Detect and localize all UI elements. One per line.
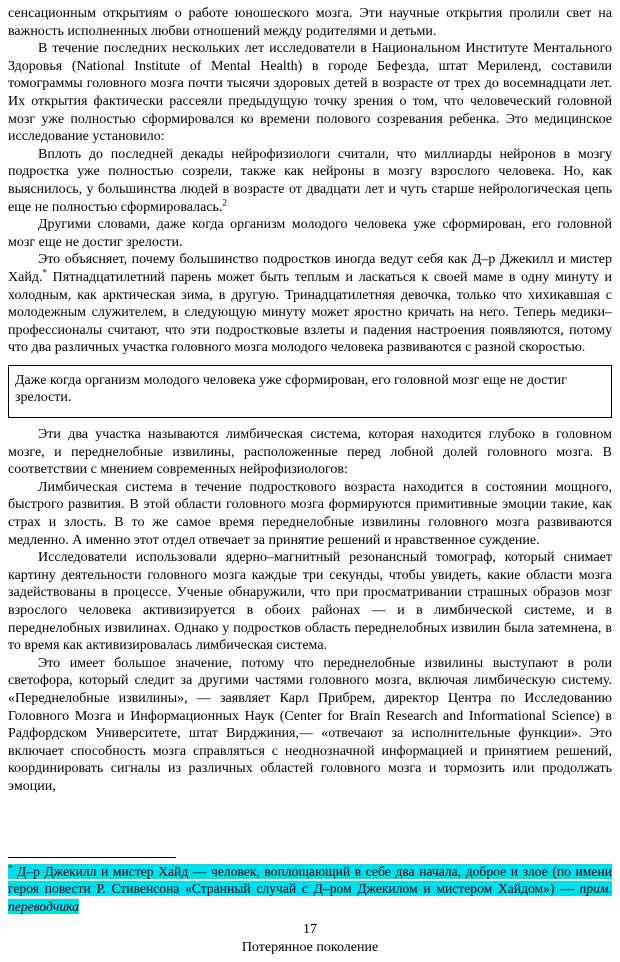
footnote-marker: * (8, 862, 13, 873)
paragraph-text: Вплоть до последней декады нейрофизиологи считали, что миллиарды нейронов в мозгу подростка уже полностью созрели, также как нейроны в мозгу взрослого человека. Но, как выяснилось, у большинства людей в возрасте от двадцати лет и чуть старше нейрологическая цепь еще не полностью сформировалась. (8, 146, 612, 215)
paragraph: Это имеет большое значение, потому что переднелобные извилины выступают в роли светофора, который следит за другими частями головного мозга, включая лимбическую систему. «Переднелобные извилины», — заявляет Карл Прибрем, директор Центра по Исследованию Головного Мозга и Информационных Наук (Center for Brain Research and Informational Science) в Радфордском Университете, штат Вирджиния,— «отвечают за исполнительные функции». Это включает способность мозга справляться с неоднозначной информацией и принятием решений, координировать сигналы из различных областей головного мозга и тормозить или продолжать эмоции, (8, 655, 612, 794)
footnote-block (8, 849, 612, 958)
highlighted-footnote-text (8, 864, 612, 914)
paragraph: Лимбическая система в течение подросткового возраста находится в состоянии мощного, быстрого развития. В этой области головного мозга формируются примитивные эмоции такие, как страх и злость. В то же самое время переднелобные извилины головного мозга развиваются медленно. А именно этот отдел отвечает за принятие решений и нравственное суждение. (8, 479, 612, 548)
paragraph: Другими словами, даже когда организм молодого человека уже сформирован, его головной мозг еще не достиг зрелости. (8, 217, 612, 250)
footnote-text: Д–р Джекилл и мистер Хайд — человек, воплощающий в себе два начала, доброе и злое (по имени героя повести Р. Стивенсона «Странный случай с Д–ром Джекилом и мистером Хайдом») — (8, 863, 612, 897)
paragraph (8, 146, 612, 216)
callout-box (8, 365, 612, 418)
paragraph: В течение последних нескольких лет исследователи в Национальном Институте Ментального Здоровья (National Institute of Mental Health) в городе Бефезда, штат Мериленд, составили томограммы головного мозга почти тысячи здоровых детей в возрасте от трех до восемнадцати лет. Их открытия фактически рассеяли предыдущую точку зрения о том, что человеческий головной мозг уже полностью сформировался ко времени полового созревания ребенка. Это медицинское исследование установило: (8, 41, 612, 145)
translator-note: прим. переводчика (8, 881, 612, 914)
page-number: 17 (303, 922, 317, 937)
paragraph: Исследователи использовали ядерно–магнитный резонансный томограф, который снимает картину деятельности головного мозга каждые три секунды, чтобы увидеть, какие области мозга задействованы в процессе. Ученые обнаружили, что при просматривании страшных образов мозг взрослого человека активизируется в обоих районах — и в лимбической системе, и в переднелобных извилинах. Однако у подростков область переднелобных извилин была затемнена, в то время как активизировалась лимбическая система. (8, 550, 612, 654)
footnote-ref-asterisk: * (42, 267, 47, 278)
paragraph (8, 251, 612, 357)
paragraph-text: Это объясняет, почему большинство подростков иногда ведут себя как Д–р Джекилл и мистер Хайд. (8, 252, 612, 285)
paragraph: Эти два участка называются лимбическая система, которая находится глубоко в головном мозге, и переднелобные извилины, расположенные перед лобной долей головного мозга. В соответствии с мнением современных нейрофизиологов: (8, 427, 612, 478)
body-text (8, 5, 612, 796)
endnote-ref-2: 2 (222, 196, 227, 207)
footnote-separator (8, 857, 176, 858)
paragraph: сенсационным открытиям о работе юношеского мозга. Эти научные открытия пролили свет на важность исполненных любви отношений между родителями и детьми. (8, 6, 612, 39)
footnote (8, 863, 612, 915)
paragraph-text: Пятнадцатилетний парень может быть теплым и ласкаться к своей маме в одну минуту и холодным, как арктическая зима, в другую. Тринадцатилетняя девочка, только что хихикавшая с молодежным служителем, в следующую минуту может яростно кричать на него. Теперь медики–профессионалы считают, что эти подростковые взлеты и падения настроения появляются, потому что два различных участка головного мозга молодого человека развиваются с разной скоростью. (8, 269, 612, 356)
running-footer: Потерянное поколение (241, 940, 379, 955)
callout-text: Даже когда организм молодого человека уже сформирован, его головной мозг еще не достиг зрелости. (15, 372, 567, 406)
